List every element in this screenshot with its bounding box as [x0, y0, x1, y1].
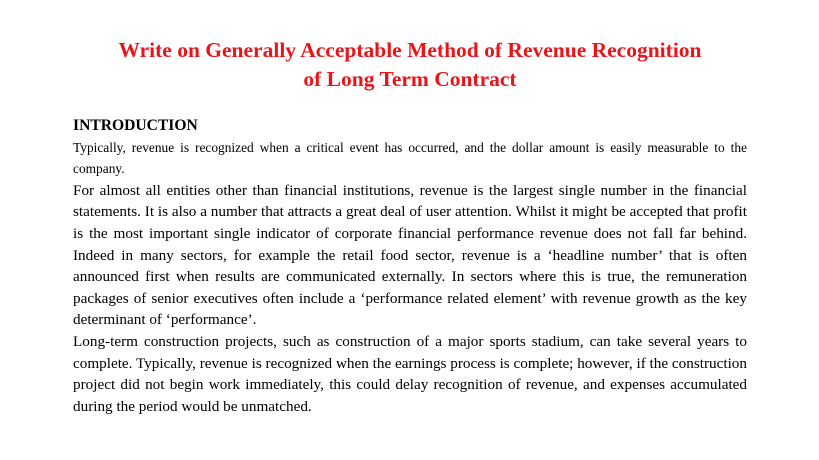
paragraph-3: Long-term construction projects, such as construction of a major sports stadium, can take several years to complete. Typically, revenue is recognized when the earnings process is complete; however, if the construction project did not begin work immediately, this could delay recognition of revenue, and expenses accumulated during the period would be unmatched.	[73, 332, 747, 415]
title-line-2: of Long Term Contract	[303, 67, 517, 91]
paragraph-1: Typically, revenue is recognized when a critical event has occurred, and the dollar amount is easily measurable to the company.	[73, 139, 747, 177]
document-title	[40, 36, 780, 94]
document-body	[73, 115, 747, 417]
title-line-1: Write on Generally Acceptable Method of Revenue Recognition	[118, 38, 702, 62]
paragraph-2: For almost all entities other than financial institutions, revenue is the largest single number in the financial statements. It is also a number that attracts a great deal of user attention. Whilst it might be accepted that profit is the most important single indicator of corporate financial performance revenue does not fall far behind. Indeed in many sectors, for example the retail food sector, revenue is a ‘headline number’ that is often announced first when results are communicated externally. In sectors where this is true, the remuneration packages of senior executives often include a ‘performance related element’ with revenue growth as the key determinant of ‘performance’.	[73, 181, 747, 329]
section-heading: INTRODUCTION	[73, 117, 198, 134]
